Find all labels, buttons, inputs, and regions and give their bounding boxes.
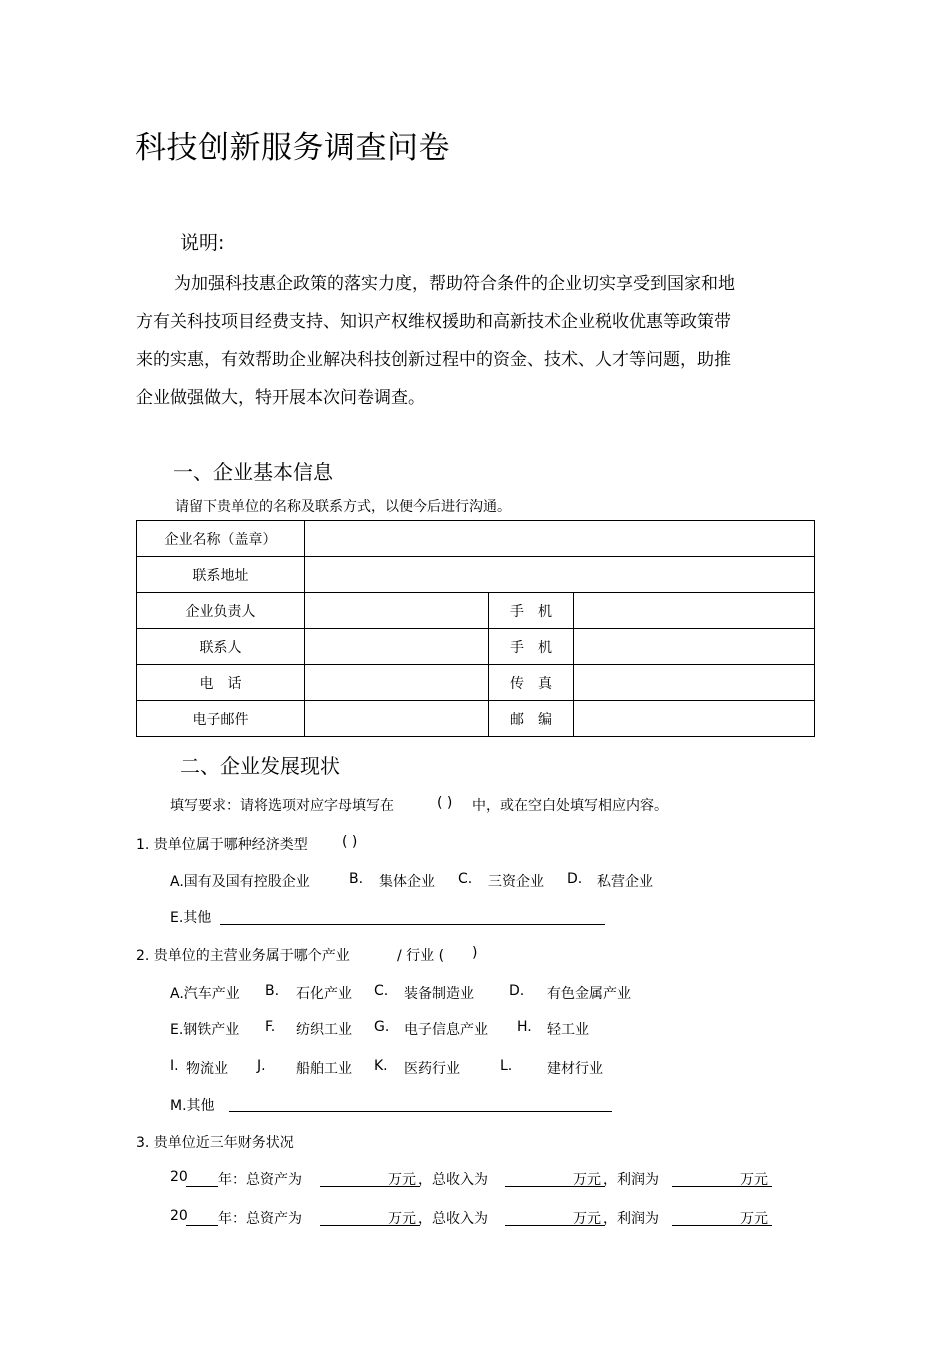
option[interactable]: 集体企业 <box>379 874 435 890</box>
label-phone: 电 话 <box>137 665 305 701</box>
option-letter: I. <box>170 1058 179 1074</box>
postcode-field[interactable] <box>574 701 815 737</box>
intro-line: 企业做强做大，特开展本次问卷调查。 <box>136 388 425 408</box>
intro-label: 说明: <box>180 232 225 254</box>
label-postcode: 邮 编 <box>489 701 574 737</box>
option-letter: F. <box>265 1019 276 1035</box>
intro-paragraph <box>136 265 776 417</box>
fax-field[interactable] <box>574 665 815 701</box>
label-leader: 企业负责人 <box>137 593 305 629</box>
answer-paren[interactable]: ( ) <box>342 834 358 850</box>
option[interactable]: 建材行业 <box>547 1061 603 1077</box>
section-note: 请留下贵单位的名称及联系方式，以便今后进行沟通。 <box>175 499 511 515</box>
phone-field[interactable] <box>305 665 489 701</box>
section-heading: 一、企业基本信息 <box>173 460 333 484</box>
section-heading: 二、企业发展现状 <box>180 754 340 778</box>
option-letter: D. <box>567 871 583 887</box>
option-letter: L. <box>500 1058 513 1074</box>
intro-line: 来的实惠，有效帮助企业解决科技创新过程中的资金、技术、人才等问题，助推 <box>136 350 731 370</box>
option-letter: G. <box>374 1019 390 1035</box>
option[interactable]: 医药行业 <box>404 1061 460 1077</box>
label-company-name: 企业名称（盖章） <box>137 521 305 557</box>
option-letter: H. <box>517 1019 532 1035</box>
page-title: 科技创新服务调查问卷 <box>135 130 450 166</box>
profit-label: ，利润为 <box>603 1172 659 1188</box>
year-prefix: 20 <box>170 1169 188 1185</box>
option-letter: B. <box>349 871 364 887</box>
fill-line[interactable] <box>229 1111 612 1112</box>
option-letter: B. <box>265 983 280 999</box>
total-assets-label: 年：总资产为 <box>218 1211 302 1227</box>
unit: 万元 <box>573 1172 601 1188</box>
total-income-label: ，总收入为 <box>418 1172 488 1188</box>
intro-line: 方有关科技项目经费支持、知识产权维权援助和高新技术企业税收优惠等政策带 <box>136 312 731 332</box>
option[interactable]: A.国有及国有控股企业 <box>170 874 310 890</box>
option[interactable]: 石化产业 <box>296 986 352 1002</box>
option-other: M.其他 <box>170 1098 215 1114</box>
instruction: 填写要求：请将选项对应字母填写在 <box>170 798 394 814</box>
leader-field[interactable] <box>305 593 489 629</box>
option[interactable]: E.钢铁产业 <box>170 1022 240 1038</box>
email-field[interactable] <box>305 701 489 737</box>
option-letter: C. <box>458 871 473 887</box>
option[interactable]: 纺织工业 <box>296 1022 352 1038</box>
label-address: 联系地址 <box>137 557 305 593</box>
option[interactable]: 电子信息产业 <box>404 1022 488 1038</box>
option[interactable]: 三资企业 <box>488 874 544 890</box>
unit: 万元 <box>740 1211 768 1227</box>
option[interactable]: 轻工业 <box>547 1022 589 1038</box>
year-fill-line[interactable] <box>186 1225 218 1226</box>
question-2: 2. 贵单位的主营业务属于哪个产业 <box>136 948 350 964</box>
option[interactable]: 物流业 <box>186 1061 228 1077</box>
contact-mobile-field[interactable] <box>574 629 815 665</box>
option[interactable]: A.汽车产业 <box>170 986 240 1002</box>
question-2-cont: / 行业 ( <box>397 948 445 964</box>
unit: 万元 <box>388 1211 416 1227</box>
company-info-table <box>136 520 815 737</box>
intro-line: 为加强科技惠企政策的落实力度，帮助符合条件的企业切实享受到国家和地 <box>174 274 735 294</box>
label-leader-mobile: 手 机 <box>489 593 574 629</box>
label-contact-mobile: 手 机 <box>489 629 574 665</box>
label-contact: 联系人 <box>137 629 305 665</box>
instruction-paren: ( ) <box>437 795 453 811</box>
profit-label: ，利润为 <box>603 1211 659 1227</box>
question-1: 1. 贵单位属于哪种经济类型 <box>136 837 308 853</box>
unit: 万元 <box>388 1172 416 1188</box>
fill-line[interactable] <box>220 924 605 925</box>
address-field[interactable] <box>305 557 815 593</box>
answer-paren-close[interactable]: ) <box>472 945 478 961</box>
option[interactable]: 有色金属产业 <box>547 986 631 1002</box>
question-3: 3. 贵单位近三年财务状况 <box>136 1135 294 1151</box>
unit: 万元 <box>573 1211 601 1227</box>
option-other: E.其他 <box>170 910 212 926</box>
label-email: 电子邮件 <box>137 701 305 737</box>
year-fill-line[interactable] <box>186 1186 218 1187</box>
contact-field[interactable] <box>305 629 489 665</box>
option-letter: K. <box>374 1058 388 1074</box>
leader-mobile-field[interactable] <box>574 593 815 629</box>
label-fax: 传 真 <box>489 665 574 701</box>
option[interactable]: 私营企业 <box>597 874 653 890</box>
option-letter: J. <box>257 1058 266 1074</box>
total-income-label: ，总收入为 <box>418 1211 488 1227</box>
option[interactable]: 船舶工业 <box>296 1061 352 1077</box>
unit: 万元 <box>740 1172 768 1188</box>
option-letter: D. <box>509 983 525 999</box>
company-name-field[interactable] <box>305 521 815 557</box>
total-assets-label: 年：总资产为 <box>218 1172 302 1188</box>
option-letter: C. <box>374 983 389 999</box>
option[interactable]: 装备制造业 <box>404 986 474 1002</box>
year-prefix: 20 <box>170 1208 188 1224</box>
instruction: 中，或在空白处填写相应内容。 <box>472 798 668 814</box>
